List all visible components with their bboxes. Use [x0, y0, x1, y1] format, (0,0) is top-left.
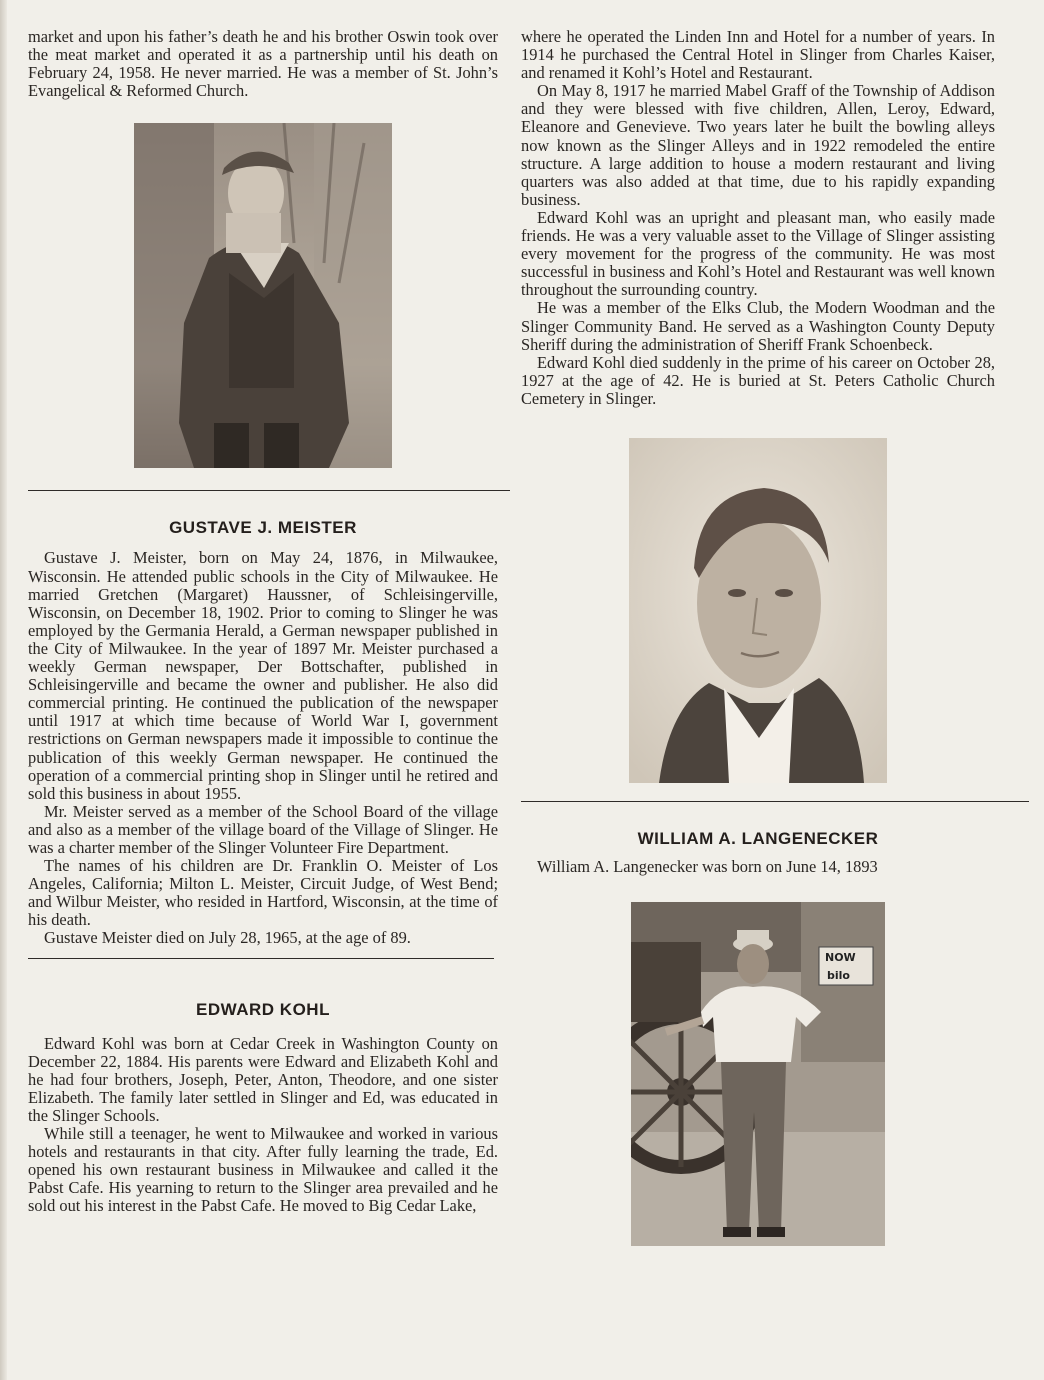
kohl-paragraph-1: Edward Kohl was born at Cedar Creek in Washington County on December 22, 1884. His parents were Edward and Elizabeth Kohl and he had four brothers, Joseph, Peter, Anton, Theodore, and one sister Elizabeth. The family later settled in Slinger and Ed, was educated in the Slinger Schools. — [28, 1033, 498, 1125]
kohl-continued-paragraph-5: Edward Kohl died suddenly in the prime of his career on October 28, 1927 at the age of 42. He is buried at St. Peters Catholic Church Cemetery in Slinger. — [521, 352, 995, 408]
kohl-heading: EDWARD KOHL — [196, 999, 330, 1019]
section-divider — [28, 490, 510, 491]
right-column — [521, 28, 995, 1246]
meister-body — [28, 549, 498, 947]
left-column — [28, 28, 498, 1216]
photo-edward-kohl-portrait — [629, 438, 887, 783]
sign-text-bilo: bilo — [827, 969, 850, 983]
kohl-body-continued — [521, 28, 995, 408]
photo-man-with-cap-frame — [28, 123, 498, 468]
meister-paragraph-1: Gustave J. Meister, born on May 24, 1876, in Milwaukee, Wisconsin. He attended public schools in the City of Milwaukee. He married Gretchen (Margaret) Haussner, of Schleisingerville, Wisconsin, on December 18, 1902. Prior to coming to Slinger he was employed by the Germania Herald, a German newspaper published in the City of Milwaukee. In the year of 1897 Mr. Meister purchased a weekly German newspaper, Der Bottschafter, published in Schleisingerville and became the owner and publisher. He also did commercial printing. He continued the publication of the newspaper until 1917 at which time because of World War I, government restrictions on German newspapers made it impossible to continue the publication of this weekly German newspaper. He continued the operation of a commercial printing shop in Slinger until he retired and sold this business in about 1955. — [28, 548, 498, 803]
sign-text-now: NOW — [825, 951, 856, 965]
meister-paragraph-3: The names of his children are Dr. Franklin O. Meister of Los Angeles, California; Milton L. Meister, Circuit Judge, of West Bend; and Wilbur Meister, who resided in Hartford, Wisconsin, at the time of his death. — [28, 856, 498, 930]
kohl-continued-paragraph-4: He was a member of the Elks Club, the Modern Woodman and the Slinger Community Band. He served as a Washington County Deputy Sheriff during the administration of Sheriff Frank Schoenbeck. — [521, 298, 995, 354]
photo-edward-kohl-frame — [521, 438, 995, 783]
kohl-continued-paragraph-3: Edward Kohl was an upright and pleasant man, who easily made friends. He was a very valuable asset to the Village of Slinger assisting every movement for the progress of the community. He was most successful in business and Kohl’s Hotel and Restaurant was well known throughout the surrounding country. — [521, 207, 995, 300]
meister-paragraph-2: Mr. Meister served as a member of the School Board of the village and also as a member of the village board of the Village of Slinger. He was a charter member of the Slinger Volunteer Fire Department. — [28, 801, 498, 857]
photo-man-with-cap — [134, 123, 392, 468]
kohl-paragraph-2: While still a teenager, he went to Milwaukee and worked in various hotels and restaurants in that city. After fully learning the trade, Ed. opened his own restaurant business in Milwaukee and called it the Pabst Cafe. His yearning to return to the Slinger area prevailed and he sold out his interest in the Pabst Cafe. He moved to Big Cedar Lake, — [28, 1124, 498, 1216]
photo-langenecker-with-tractor — [631, 902, 885, 1246]
meister-heading: GUSTAVE J. MEISTER — [169, 518, 357, 538]
photo-langenecker-frame — [521, 902, 995, 1246]
section-divider — [28, 958, 494, 959]
kohl-continued-paragraph-2: On May 8, 1917 he married Mabel Graff of the Township of Addison and they were blessed with five children, Allen, Leroy, Edward, Eleanore and Genevieve. Two years later he built the bowling alleys now known as the Slinger Alleys and in 1922 remodeled the entire structure. A large addition to house a modern restaurant and living quarters was also added at that time, due to his rapidly expanding business. — [521, 81, 995, 209]
kohl-continued-paragraph-1: where he operated the Linden Inn and Hotel for a number of years. In 1914 he purchased the Central Hotel in Slinger from Charles Kaiser, and renamed it Kohl’s Hotel and Restaurant. — [521, 27, 995, 83]
kohl-body-start — [28, 1035, 498, 1216]
meister-paragraph-4: Gustave Meister died on July 28, 1965, at the age of 89. — [44, 928, 411, 948]
section-divider — [521, 801, 1029, 802]
page-binding-edge — [0, 0, 7, 1380]
langenecker-intro: William A. Langenecker was born on June 14, 1893 — [537, 857, 878, 877]
langenecker-heading: WILLIAM A. LANGENECKER — [637, 828, 879, 848]
intro-paragraph: market and upon his father’s death he and his brother Oswin took over the meat market and operated it as a partnership until his death on February 24, 1958. He never married. He was a member of St. John’s Evangelical & Reformed Church. — [28, 27, 498, 101]
